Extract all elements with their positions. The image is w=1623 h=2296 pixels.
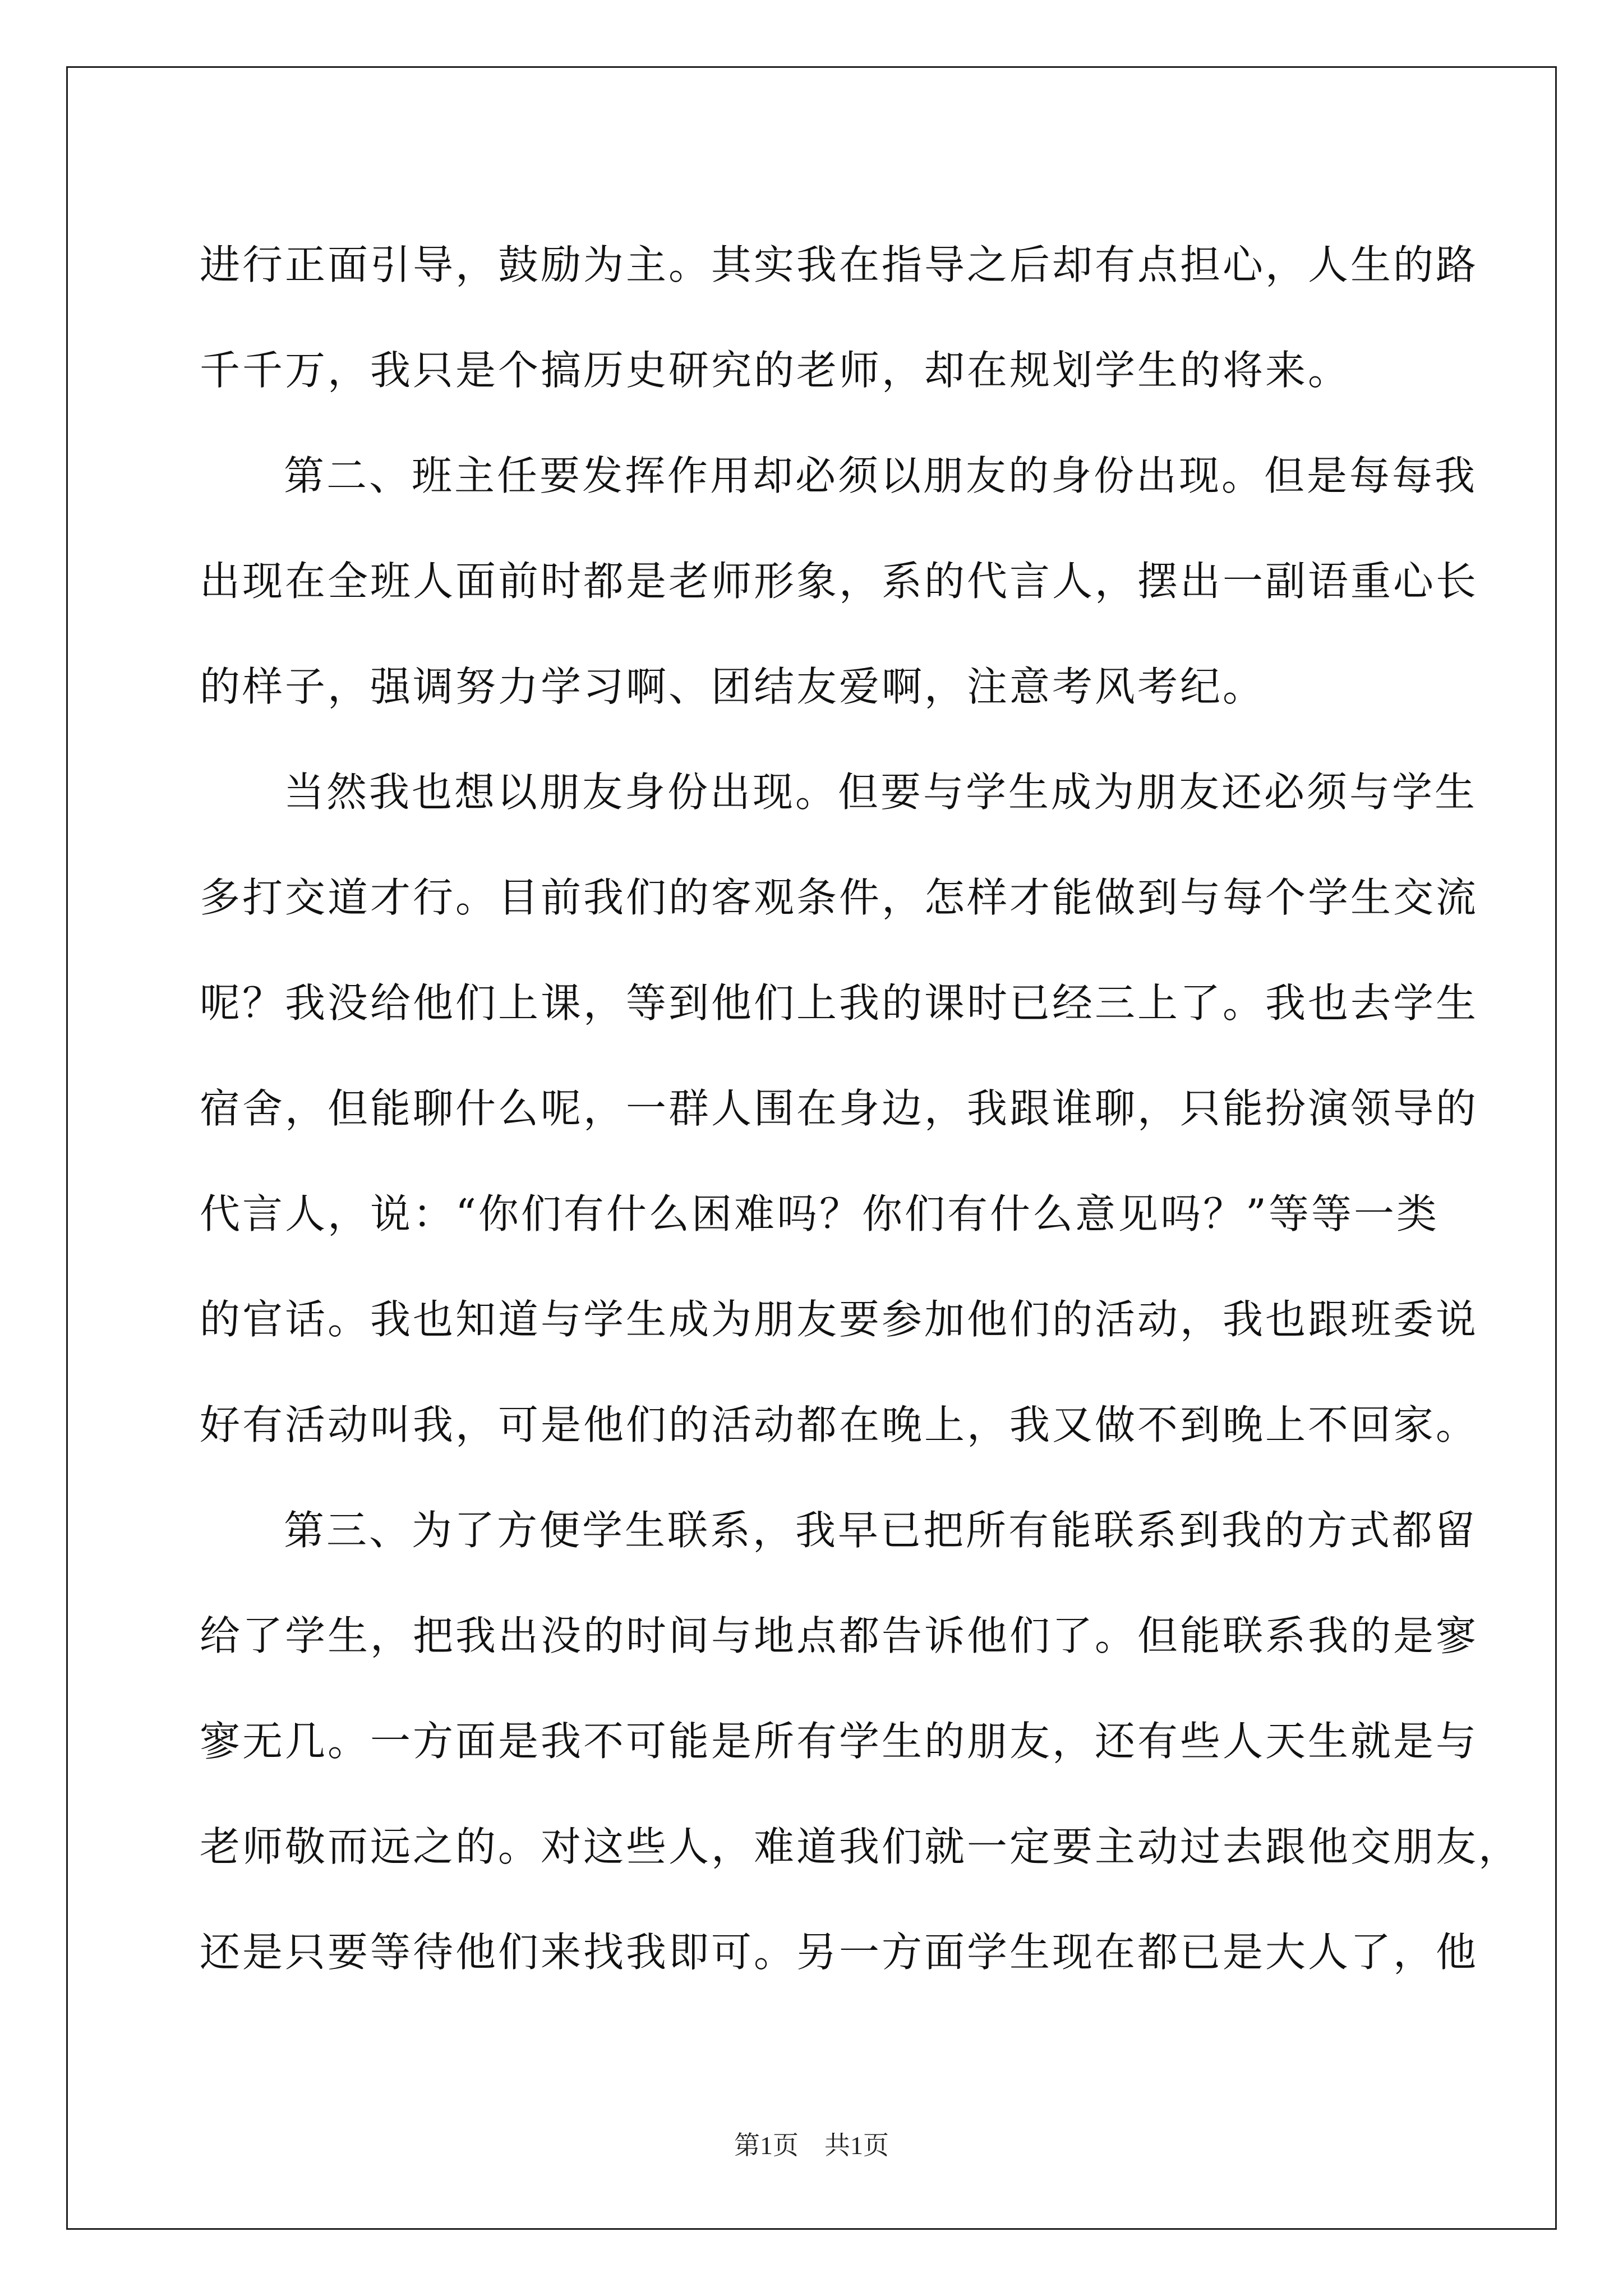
text-line: 千千万，我只是个搞历史研究的老师，却在规划学生的将来。 [200,347,1351,394]
text-line: 还是只要等待他们来找我即可。另一方面学生现在都已是大人了，他 [200,1929,1479,1976]
text-line: 代言人，说：“你们有什么困难吗？你们有什么意见吗？”等等一类 [200,1190,1439,1237]
text-line: 多打交道才行。目前我们的客观条件，怎样才能做到与每个学生交流 [200,874,1479,921]
text-line: 进行正面引导，鼓励为主。其实我在指导之后却有点担心，人生的路 [200,241,1479,288]
text-line: 出现在全班人面前时都是老师形象，系的代言人，摆出一副语重心长 [200,558,1479,605]
text-line: 老师敬而远之的。对这些人，难道我们就一定要主动过去跟他交朋友， [200,1823,1521,1870]
paragraph-start-line: 第三、为了方便学生联系，我早已把所有能联系到我的方式都留 [284,1507,1478,1554]
text-line: 的官话。我也知道与学生成为朋友要参加他们的活动，我也跟班委说 [200,1296,1479,1343]
paragraph-start-line: 第二、班主任要发挥作用却必须以朋友的身份出现。但是每每我 [284,452,1478,499]
text-line: 宿舍，但能聊什么呢，一群人围在身边，我跟谁聊，只能扮演领导的 [200,1085,1479,1132]
text-line: 的样子，强调努力学习啊、团结友爱啊，注意考风考纪。 [200,663,1266,710]
text-line: 呢？我没给他们上课，等到他们上我的课时已经三上了。我也去学生 [200,979,1479,1027]
text-line: 好有活动叫我，可是他们的活动都在晚上，我又做不到晚上不回家。 [200,1401,1479,1448]
text-line: 寥无几。一方面是我不可能是所有学生的朋友，还有些人天生就是与 [200,1718,1479,1765]
document-body [200,212,1521,2005]
paragraph-start-line: 当然我也想以朋友身份出现。但要与学生成为朋友还必须与学生 [284,769,1478,816]
page-number-footer: 第1页 共1页 [734,2131,889,2160]
text-line: 给了学生，把我出没的时间与地点都告诉他们了。但能联系我的是寥 [200,1612,1479,1659]
